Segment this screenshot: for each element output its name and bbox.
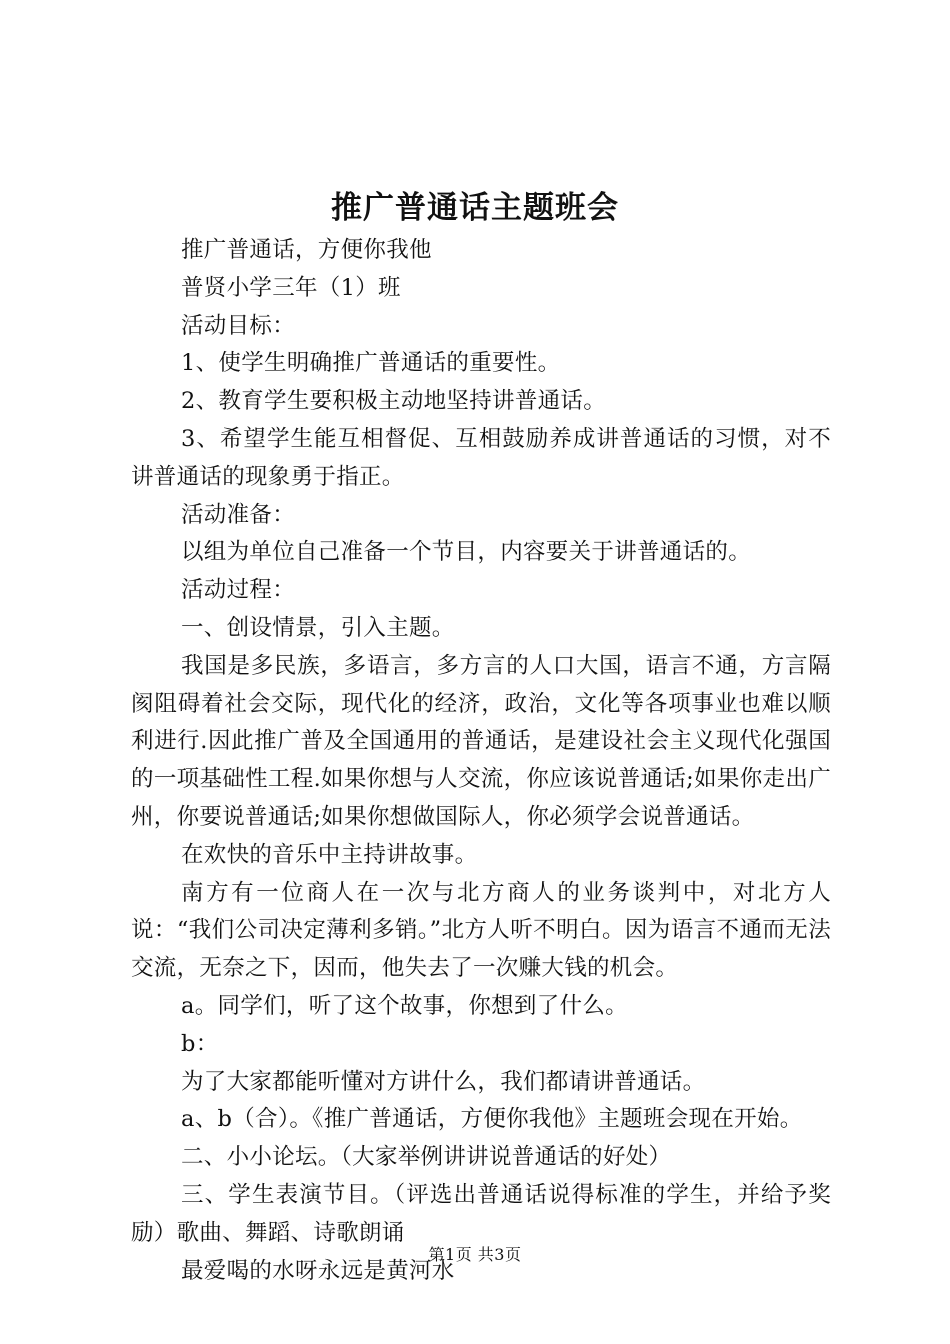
paragraph: a、b（合）。《推广普通话，方便你我他》主题班会现在开始。 — [181, 1106, 803, 1133]
paragraph: 2、教育学生要积极主动地坚持讲普通话。 — [181, 388, 607, 415]
paragraph: 我国是多民族，多语言，多方言的人口大国，语言不通，方言隔阂阻碍着社会交际，现代化的经济，政治，文化等各项事业也难以顺利进行.因此推广普及全国通用的普通话，是建设社会主义现代化强国的一项基础性工程.如果你想与人交流，你应该说普通话;如果你走出广州，你要说普通话;如果你想做国际人，你必须学会说普通话。 — [131, 652, 831, 830]
paragraph: 南方有一位商人在一次与北方商人的业务谈判中，对北方人说：“我们公司决定薄利多销。”北方人听不明白。因为语言不通而无法交流，无奈之下，因而，他失去了一次赚大钱的机会。 — [131, 879, 831, 982]
paragraph: 3、希望学生能互相督促、互相鼓励养成讲普通话的习惯，对不讲普通话的现象勇于指正。 — [131, 425, 831, 490]
paragraph: 三、学生表演节目。（评选出普通话说得标准的学生，并给予奖励）歌曲、舞蹈、诗歌朗诵 — [131, 1181, 831, 1246]
paragraph: 1、使学生明确推广普通话的重要性。 — [181, 350, 561, 377]
paragraph: 在欢快的音乐中主持讲故事。 — [181, 841, 478, 868]
paragraph: a。同学们，听了这个故事，你想到了什么。 — [181, 992, 628, 1019]
paragraph: 活动过程： — [181, 577, 296, 604]
paragraph: 一、创设情景，引入主题。 — [181, 614, 455, 641]
paragraph: 最爱喝的水呀永远是黄河水 — [181, 1257, 455, 1284]
paragraph: 活动准备： — [181, 501, 296, 528]
document-title: 推广普通话主题班会 — [331, 190, 619, 226]
paragraph: 推广普通话，方便你我他 — [181, 237, 432, 263]
paragraph: 活动目标： — [181, 312, 296, 339]
paragraph: b： — [181, 1030, 219, 1057]
paragraph: 普贤小学三年（1）班 — [181, 274, 401, 301]
document-body — [131, 232, 831, 1290]
paragraph: 以组为单位自己准备一个节目，内容要关于讲普通话的。 — [181, 539, 752, 566]
paragraph: 为了大家都能听懂对方讲什么，我们都请讲普通话。 — [181, 1068, 706, 1095]
page-footer: 第1页 共3页 — [428, 1245, 522, 1264]
paragraph: 二、小小论坛。（大家举例讲讲说普通话的好处） — [181, 1144, 672, 1171]
